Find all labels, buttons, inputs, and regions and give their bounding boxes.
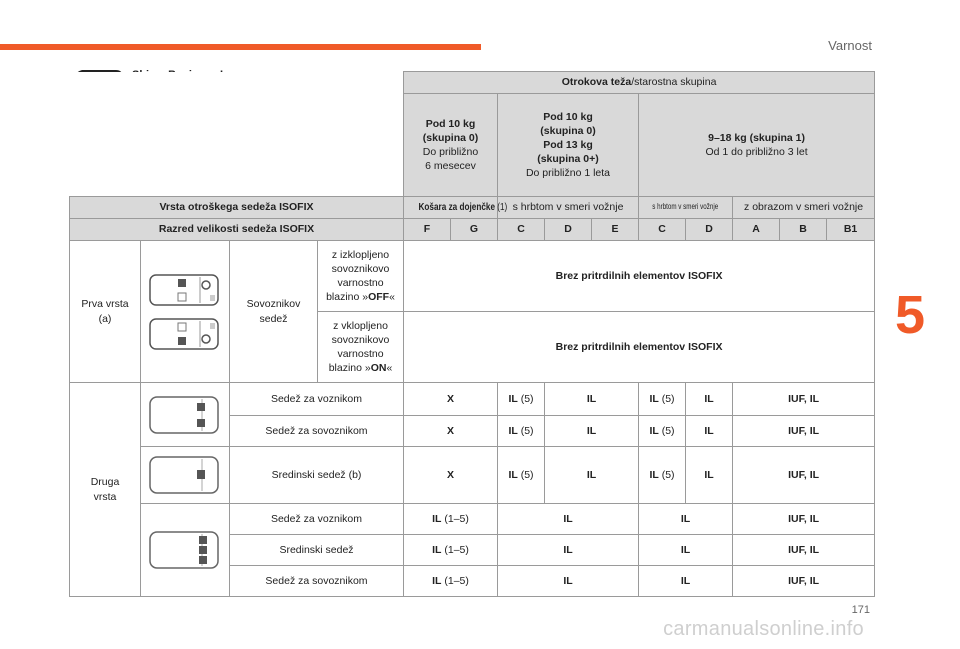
cell: IL (5)	[498, 416, 545, 447]
cell: IL (5)	[498, 447, 545, 504]
cell: IL	[686, 416, 733, 447]
cell: IL	[639, 535, 733, 566]
seat-label: Sedež za sovoznikom	[230, 416, 404, 447]
first-row-seat: Sovoznikov sedež	[230, 241, 318, 383]
second-row-label: Druga vrsta	[70, 383, 141, 597]
rear-facing-small-header: s hrbtom v smeri vožnje	[639, 197, 733, 219]
van-top-view-icon	[148, 530, 222, 570]
size-class: E	[592, 219, 639, 241]
group-0-header: Pod 10 kg (skupina 0) Do približno 6 mesecev	[404, 94, 498, 197]
cell: X	[404, 416, 498, 447]
size-class: B	[780, 219, 827, 241]
van-top-view-icon	[148, 395, 222, 435]
cell: IL	[498, 566, 639, 597]
second-row-diagram-c	[141, 504, 230, 597]
cell: IL (5)	[639, 416, 686, 447]
rear-facing-header: s hrbtom v smeri vožnje	[498, 197, 639, 219]
group-1-header: 9–18 kg (skupina 1) Od 1 do približno 3 let	[639, 94, 875, 197]
cell: IL (1–5)	[404, 504, 498, 535]
forward-facing-header: z obrazom v smeri vožnje	[733, 197, 875, 219]
header-accent-bar	[0, 44, 481, 50]
size-class: D	[545, 219, 592, 241]
size-class: B1	[827, 219, 875, 241]
cell: IUF, IL	[733, 447, 875, 504]
van-top-view-icon	[148, 317, 222, 351]
cell: IL (5)	[639, 383, 686, 416]
weight-header: Otrokova teža/starostna skupina	[404, 72, 875, 94]
van-top-view-icon	[148, 455, 222, 495]
section-title: Varnost	[828, 38, 872, 53]
cell: IUF, IL	[733, 383, 875, 416]
carrycot-header: Košara za dojenčke (1)	[404, 197, 498, 219]
cell: IUF, IL	[733, 504, 875, 535]
size-class-label: Razred velikosti sedeža ISOFIX	[70, 219, 404, 241]
cell: IL (5)	[498, 383, 545, 416]
chapter-number: 5	[894, 285, 926, 345]
size-class: D	[686, 219, 733, 241]
group-0plus-header: Pod 10 kg (skupina 0) Pod 13 kg (skupina 0+) Do približno 1 leta	[498, 94, 639, 197]
no-isofix-note: Brez pritrdilnih elementov ISOFIX	[404, 312, 875, 383]
seat-type-label: Vrsta otroškega sedeža ISOFIX	[70, 197, 404, 219]
cell: X	[404, 447, 498, 504]
size-class: C	[498, 219, 545, 241]
cell: IL	[639, 566, 733, 597]
cell: IL	[498, 504, 639, 535]
cell: IUF, IL	[733, 416, 875, 447]
size-class: G	[451, 219, 498, 241]
first-row-diagram	[141, 241, 230, 383]
cell: IL	[545, 447, 639, 504]
blank-corner	[70, 72, 404, 197]
no-isofix-note: Brez pritrdilnih elementov ISOFIX	[404, 241, 875, 312]
second-row-diagram-b	[141, 447, 230, 504]
size-class: C	[639, 219, 686, 241]
second-row-diagram-a	[141, 383, 230, 447]
airbag-off-condition: z izklopljeno sovoznikovo varnostno blazino »OFF«	[318, 241, 404, 312]
page-number: 171	[851, 604, 870, 616]
van-top-view-icon	[148, 273, 222, 307]
seat-label: Sedež za sovoznikom	[230, 566, 404, 597]
seat-label: Sredinski sedež	[230, 535, 404, 566]
watermark: carmanualsonline.info	[663, 618, 864, 640]
size-class: F	[404, 219, 451, 241]
size-class: A	[733, 219, 780, 241]
first-row-label: Prva vrsta (a)	[70, 241, 141, 383]
airbag-on-condition: z vklopljeno sovoznikovo varnostno blazino »ON«	[318, 312, 404, 383]
isofix-table	[69, 71, 875, 597]
cell: IL	[545, 416, 639, 447]
cell: IL	[545, 383, 639, 416]
cell: IL (1–5)	[404, 566, 498, 597]
cell: IL (5)	[639, 447, 686, 504]
seat-label: Sredinski sedež (b)	[230, 447, 404, 504]
cell: IUF, IL	[733, 566, 875, 597]
cell: IL (1–5)	[404, 535, 498, 566]
cell: X	[404, 383, 498, 416]
seat-label: Sedež za voznikom	[230, 504, 404, 535]
cell: IUF, IL	[733, 535, 875, 566]
cell: IL	[498, 535, 639, 566]
cell: IL	[686, 447, 733, 504]
seat-label: Sedež za voznikom	[230, 383, 404, 416]
cell: IL	[639, 504, 733, 535]
cell: IL	[686, 383, 733, 416]
